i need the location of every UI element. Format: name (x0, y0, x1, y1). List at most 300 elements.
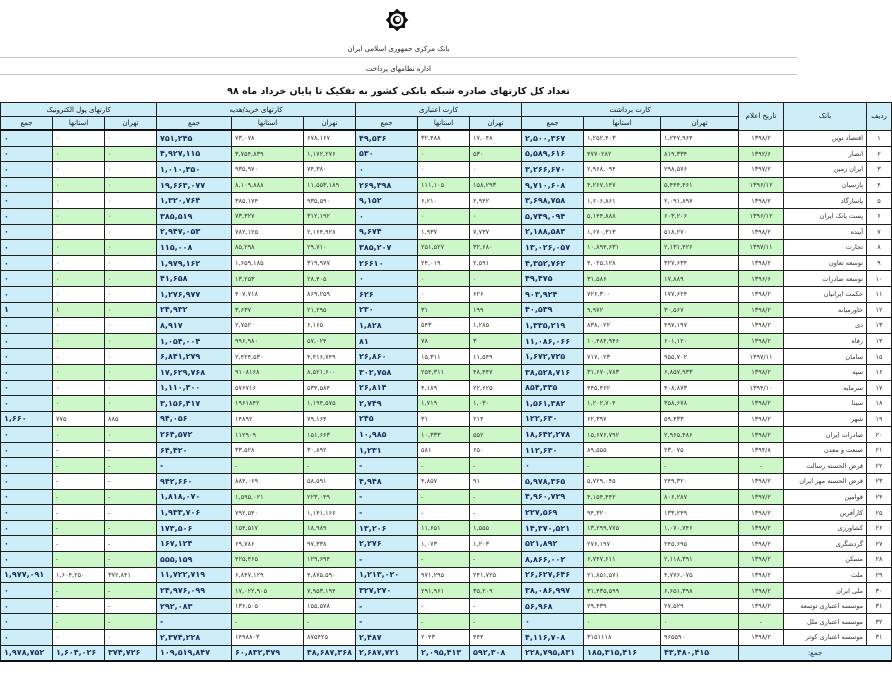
row-number: ۱۴ (867, 333, 892, 349)
bank-name: صنعت و معدن (784, 442, 867, 458)
credit-tehran-cell: ۰ (470, 162, 522, 178)
debit-tehran-cell: ۲۴۹,۳۲۰ (661, 474, 739, 490)
table-row (1, 411, 892, 427)
debit-provinces-cell: ۶,۷۴۷,۶۱۱ (584, 552, 661, 568)
emoney-tehran-cell: ۰ (105, 224, 157, 240)
emoney-tehran-cell: - (105, 536, 157, 552)
credit-provinces-cell: ۷۸ (418, 333, 470, 349)
row-number: ۲۱ (867, 442, 892, 458)
debit-tehran-cell: ۱,۲۴۷,۹۶۴ (661, 130, 739, 146)
emoney-total-cell: ۱,۹۷۷,۰۹۱ (1, 567, 53, 583)
gift-tehran-cell: ۳۱۲,۱۹۲ (304, 208, 356, 224)
debit-total-cell: ۳,۶۹۸,۷۵۸ (522, 193, 584, 209)
debit-total-cell: ۹,۷۱۰,۶۰۸ (522, 177, 584, 193)
gift-tehran-cell: ۲۸,۴۰۵ (304, 271, 356, 287)
credit-provinces-cell: ۴,۸۵۷ (418, 474, 470, 490)
gift-total-cell: ۱,۱۱۰,۳۰۰ (157, 380, 232, 396)
header-credit-tehran: تهران (470, 117, 522, 131)
emoney-total-cell: ۰ (1, 442, 53, 458)
emoney-provinces-cell: ۰ (53, 630, 105, 646)
table-row (1, 318, 892, 334)
credit-provinces-cell: ۳۱ (418, 411, 470, 427)
table-row (1, 302, 892, 318)
emoney-total-cell: ۰ (1, 146, 53, 162)
bank-name: موسسه اعتباری کوثر (784, 630, 867, 646)
debit-provinces-cell: ۴۷۷۰۲۸۲ (584, 146, 661, 162)
bank-name: گردشگری (784, 536, 867, 552)
credit-provinces-cell: ۵۴۳ (418, 318, 470, 334)
debit-provinces-cell: ۳۱۵۱۱۱۸ (584, 630, 661, 646)
debit-provinces-cell: ۲۹,۴۳۹ (584, 598, 661, 614)
debit-provinces-cell: ۱,۲۵۲,۴۰۳ (584, 130, 661, 146)
table-row (1, 583, 892, 599)
gift-tehran-cell: ۲۲۳,۰۴۹ (304, 489, 356, 505)
credit-total-cell: - (356, 552, 418, 568)
gift-provinces-cell: ۱,۵۹۵,۰۲۱ (232, 489, 304, 505)
row-number: ۱ (867, 130, 892, 146)
debit-total-cell: ۵,۹۷۸,۳۶۵ (522, 474, 584, 490)
total-gift-provinces: ۶۰,۸۳۲,۴۷۹ (232, 645, 304, 661)
table-row (1, 193, 892, 209)
total-emoney-total: ۱,۹۷۸,۷۵۲ (1, 645, 53, 661)
debit-tehran-cell: ۱,۰۷۰,۷۴۶ (661, 520, 739, 536)
gift-provinces-cell: ۱۳۶,۵۰۵ (232, 598, 304, 614)
gift-total-cell: - (157, 614, 232, 630)
emoney-provinces-cell: - (53, 442, 105, 458)
debit-provinces-cell: ۶۲,۳۹۷ (584, 411, 661, 427)
gift-tehran-cell: ۱۸,۹۸۹ (304, 520, 356, 536)
credit-provinces-cell: - (418, 614, 470, 630)
gift-provinces-cell: ۱۴۸۹۲ (232, 411, 304, 427)
table-row (1, 552, 892, 568)
row-number: ۲۴ (867, 489, 892, 505)
gift-tehran-cell: ۱,۱۴۱,۱۶۶ (304, 505, 356, 521)
bank-name: توسعه تعاون (784, 255, 867, 271)
bank-name: کشاورزی (784, 520, 867, 536)
bank-name: ایران زمین (784, 162, 867, 178)
credit-provinces-cell: ۱,۹۳۷ (418, 224, 470, 240)
debit-total-cell: ۳۸,۰۸۶,۹۹۷ (522, 583, 584, 599)
report-date: ۱۳۹۴/۸ (739, 442, 784, 458)
emoney-tehran-cell: ۰ (105, 333, 157, 349)
emoney-tehran-cell: - (105, 505, 157, 521)
gift-total-cell: ۲۴,۹۳۲ (157, 302, 232, 318)
credit-total-cell: ۲۴۵ (356, 411, 418, 427)
report-date: ۱۳۹۸/۲ (739, 318, 784, 334)
credit-provinces-cell: ۰ (418, 286, 470, 302)
debit-tehran-cell: ۱۳۳,۲۴۹ (661, 505, 739, 521)
debit-tehran-cell: ۶,۶۵۱,۳۹۸ (661, 583, 739, 599)
debit-provinces-cell: ۸۳۸,۰۲۲ (584, 318, 661, 334)
table-row (1, 427, 892, 443)
report-date: ۱۳۹۶/۱۲ (739, 208, 784, 224)
emoney-total-cell: ۰ (1, 255, 53, 271)
bank-name: دی (784, 318, 867, 334)
gift-provinces-cell: ۱۵۴,۵۱۷ (232, 520, 304, 536)
credit-tehran-cell: - (470, 552, 522, 568)
total-credit-provinces: ۲,۰۹۵,۴۱۳ (418, 645, 470, 661)
emoney-tehran-cell: ۰ (105, 318, 157, 334)
bank-name: سرمایه (784, 380, 867, 396)
table-row (1, 520, 892, 536)
bank-name: صادرات ایران (784, 427, 867, 443)
gift-total-cell: ۳۸۵,۵۱۹ (157, 208, 232, 224)
gift-provinces-cell: ۱,۶۵۹,۱۸۵ (232, 255, 304, 271)
credit-tehran-cell: ۱۵۸,۲۹۳ (470, 177, 522, 193)
gift-provinces-cell: ۵۷۶۷۱۶ (232, 380, 304, 396)
emoney-provinces-cell: ۰ (53, 177, 105, 193)
bank-name: کارآفرین (784, 505, 867, 521)
emoney-tehran-cell: ۰ (105, 396, 157, 412)
credit-tehran-cell: ۱,۵۵۵ (470, 520, 522, 536)
debit-tehran-cell: ۱۷,۸۸۹ (661, 271, 739, 287)
gift-total-cell: ۱,۲۷۶,۹۷۷ (157, 286, 232, 302)
gift-total-cell: ۱۷۳,۵۰۶ (157, 520, 232, 536)
gift-total-cell: ۲۴,۹۷۶,۰۹۹ (157, 583, 232, 599)
gift-total-cell: ۱۹,۶۶۳,۰۷۷ (157, 177, 232, 193)
row-number: ۱۳ (867, 318, 892, 334)
gift-total-cell: ۱۱,۷۲۲,۷۱۹ (157, 567, 232, 583)
emoney-total-cell: ۱ (1, 302, 53, 318)
debit-total-cell: ۴,۹۶۰,۷۲۹ (522, 489, 584, 505)
table-row (1, 333, 892, 349)
report-date: - (739, 614, 784, 630)
header-group-gift: کارتهای خرید/هدیه (157, 103, 356, 117)
debit-total-cell: ۱,۵۶۱,۳۸۲ (522, 396, 584, 412)
credit-provinces-cell: - (418, 505, 470, 521)
credit-provinces-cell: ۱۱,۶۵۱ (418, 520, 470, 536)
debit-total-cell: ۱۴,۳۷۰,۵۲۱ (522, 520, 584, 536)
credit-provinces-cell: ۳۱ (418, 302, 470, 318)
total-emoney-tehran: ۳۷۴,۷۲۶ (105, 645, 157, 661)
credit-provinces-cell: ۶,۲۱۰ (418, 193, 470, 209)
debit-provinces-cell: ۱۳,۲۹۹,۷۷۵ (584, 520, 661, 536)
emoney-provinces-cell: ۰ (53, 130, 105, 146)
row-number: ۲۷ (867, 536, 892, 552)
debit-tehran-cell: ۲,۱۱۸,۳۹۱ (661, 552, 739, 568)
gift-tehran-cell: ۹۷,۳۳۸ (304, 536, 356, 552)
bank-name: ملی ایران (784, 583, 867, 599)
bank-name: تجارت (784, 240, 867, 256)
header-emoney-total: جمع (1, 117, 53, 131)
credit-tehran-cell: - (470, 505, 522, 521)
gift-tehran-cell: ۱۵۵,۵۷۸ (304, 598, 356, 614)
gift-provinces-cell: ۹۹۶,۹۸۰ (232, 333, 304, 349)
credit-total-cell: ۲۶۶۱۰ (356, 255, 418, 271)
report-date: ۱۳۹۸/۲ (739, 536, 784, 552)
debit-tehran-cell: ۹۶۵۵۹۰ (661, 630, 739, 646)
debit-tehran-cell: ۴,۷۷۶,۰۷۵ (661, 567, 739, 583)
report-date: ۱۳۹۷/۱۱ (739, 240, 784, 256)
bank-name: انصار (784, 146, 867, 162)
emoney-total-cell: ۰ (1, 130, 53, 146)
divider (0, 74, 797, 75)
debit-tehran-cell: ۸۱۹,۳۳۴ (661, 146, 739, 162)
table-row (1, 598, 892, 614)
row-number: ۲۹ (867, 567, 892, 583)
total-credit-tehran: ۵۹۲,۳۰۸ (470, 645, 522, 661)
credit-total-cell: - (356, 598, 418, 614)
emoney-total-cell: ۰ (1, 271, 53, 287)
gift-tehran-cell: ۶۷۸,۱۶۷ (304, 130, 356, 146)
debit-provinces-cell: ۷۱۷,۰۲۳ (584, 349, 661, 365)
credit-tehran-cell: ۲۱۴ (470, 411, 522, 427)
bank-name: قرض الحسنه مهر ایران (784, 474, 867, 490)
credit-provinces-cell: ۲۹۱,۹۶۱ (418, 583, 470, 599)
gift-total-cell: ۱,۸۱۸,۰۷۰ (157, 489, 232, 505)
bank-name: سینا (784, 396, 867, 412)
totals-label: جمع: (739, 645, 892, 661)
report-date: ۱۳۹۸/۲ (739, 286, 784, 302)
debit-tehran-cell: ۲,۰۹۱,۸۹۷ (661, 193, 739, 209)
credit-tehran-cell: ۲۲,۶۲۵ (470, 380, 522, 396)
emoney-tehran-cell: ۰ (105, 130, 157, 146)
emoney-total-cell: ۰ (1, 536, 53, 552)
gift-tehran-cell: ۲,۱۶۴,۹۲۸ (304, 224, 356, 240)
row-number: ۵ (867, 193, 892, 209)
emoney-total-cell: ۰ (1, 193, 53, 209)
credit-provinces-cell: ۲۴,۰۱۹ (418, 255, 470, 271)
emoney-tehran-cell: ۰ (105, 271, 157, 287)
credit-total-cell: ۳۸۵,۲۰۷ (356, 240, 418, 256)
gift-tehran-cell: - (304, 614, 356, 630)
debit-tehran-cell: ۱۷۷,۶۲۴ (661, 286, 739, 302)
report-date: ۱۳۹۸/۲ (739, 411, 784, 427)
credit-total-cell: ۱۰,۹۸۵ (356, 427, 418, 443)
debit-provinces-cell: ۲۷۶,۱۹۷ (584, 536, 661, 552)
emoney-total-cell: ۰ (1, 318, 53, 334)
debit-provinces-cell: ۹,۹۷۲ (584, 302, 661, 318)
debit-tehran-cell: ۶,۸۵۷,۹۳۳ (661, 364, 739, 380)
credit-tehran-cell: ۴۴۴ (470, 630, 522, 646)
report-date: ۱۳۹۷/۱۱ (739, 349, 784, 365)
credit-tehran-cell: ۳۵,۲۰۹ (470, 583, 522, 599)
debit-provinces-cell: ۳۱,۵۸۶ (584, 271, 661, 287)
debit-total-cell: ۳۸,۵۲۸,۷۱۶ (522, 364, 584, 380)
header-debit-provinces: استانها (584, 117, 661, 131)
credit-total-cell: ۱,۲۱۳,۰۲۰ (356, 567, 418, 583)
emoney-provinces-cell: ۱,۶۰۴,۲۵۰ (53, 567, 105, 583)
gift-provinces-cell: - (232, 458, 304, 474)
header-row-number: ردیف (867, 103, 892, 131)
report-date: ۱۳۹۸/۲ (739, 224, 784, 240)
credit-total-cell: ۱۳,۲۰۶ (356, 520, 418, 536)
credit-total-cell: ۳۰۲,۷۵۸ (356, 364, 418, 380)
emoney-total-cell: ۰ (1, 630, 53, 646)
header-group-emoney: کارتهای پول الکترونیک (1, 103, 157, 117)
gift-provinces-cell: ۲,۴۲۴,۵۳۰ (232, 349, 304, 365)
emoney-provinces-cell: - (53, 536, 105, 552)
debit-total-cell: ۸,۸۶۶,۰۰۲ (522, 552, 584, 568)
emoney-tehran-cell: - (105, 520, 157, 536)
report-date: ۱۳۹۸/۲ (739, 567, 784, 583)
debit-tehran-cell: ۲۷,۵۲۹ (661, 598, 739, 614)
row-number: ۱۷ (867, 380, 892, 396)
row-number: ۱۹ (867, 411, 892, 427)
gift-tehran-cell: ۴,۸۷۵,۵۹۰ (304, 567, 356, 583)
table-row (1, 442, 892, 458)
report-date: ۱۳۹۷/۲ (739, 489, 784, 505)
emoney-provinces-cell: ۱ (53, 302, 105, 318)
emoney-provinces-cell: - (53, 458, 105, 474)
gift-tehran-cell: ۵۳۴,۵۸۴ (304, 380, 356, 396)
debit-total-cell: ۱۳,۰۲۶,۰۵۷ (522, 240, 584, 256)
emoney-provinces-cell: - (53, 520, 105, 536)
emoney-provinces-cell: ۰ (53, 427, 105, 443)
credit-tehran-cell: ۲۴۱,۷۲۵ (470, 567, 522, 583)
gift-total-cell: ۱,۹۳۳,۷۰۶ (157, 505, 232, 521)
credit-tehran-cell: ۶۵۰ (470, 442, 522, 458)
report-date: ۱۳۹۸/۲ (739, 630, 784, 646)
debit-tehran-cell: ۲۴۵,۶۹۵ (661, 536, 739, 552)
gift-tehran-cell: ۱,۱۹۴,۵۷۵ (304, 396, 356, 412)
bank-name: مسکن (784, 552, 867, 568)
gift-provinces-cell: ۷۹۲,۵۴۰ (232, 505, 304, 521)
debit-total-cell: ۹۰۳,۹۲۴ (522, 286, 584, 302)
total-gift-total: ۱۰۹,۵۱۹,۸۴۷ (157, 645, 232, 661)
debit-total-cell: ۵,۵۸۹,۶۱۶ (522, 146, 584, 162)
emoney-provinces-cell: - (53, 505, 105, 521)
emoney-total-cell: ۰ (1, 208, 53, 224)
debit-provinces-cell: ۷۲۶,۳۰۰ (584, 286, 661, 302)
report-date: ۱۳۹۸/۲ (739, 520, 784, 536)
credit-provinces-cell: ۰ (418, 271, 470, 287)
debit-total-cell: ۲۶,۶۲۷,۶۴۶ (522, 567, 584, 583)
report-date: ۱۳۹۸/۲ (739, 552, 784, 568)
emoney-total-cell: ۰ (1, 552, 53, 568)
row-number: ۲۰ (867, 427, 892, 443)
credit-tehran-cell: ۷,۷۳۷ (470, 224, 522, 240)
credit-provinces-cell: ۵۸۱ (418, 442, 470, 458)
credit-provinces-cell: - (418, 458, 470, 474)
gift-tehran-cell: ۲۱,۲۹۵ (304, 302, 356, 318)
emoney-tehran-cell: ۰ (105, 349, 157, 365)
gift-provinces-cell: ۳۳,۵۲۸ (232, 442, 304, 458)
credit-provinces-cell: ۱۱۱,۱۰۵ (418, 177, 470, 193)
credit-total-cell: ۴۹,۵۳۶ (356, 130, 418, 146)
debit-total-cell: ۱۱۲,۶۳۰ (522, 442, 584, 458)
report-date: ۱۳۹۷/۲ (739, 162, 784, 178)
credit-total-cell: ۲۶,۸۶۰ (356, 349, 418, 365)
debit-tehran-cell: ۵۱۸,۲۷۰ (661, 224, 739, 240)
table-row (1, 208, 892, 224)
debit-total-cell: ۱۸,۶۴۲,۲۷۸ (522, 427, 584, 443)
emoney-provinces-cell: ۰ (53, 271, 105, 287)
emoney-tehran-cell: ۰ (105, 302, 157, 318)
row-number: ۱۰ (867, 271, 892, 287)
bank-name: پارسیان (784, 177, 867, 193)
debit-total-cell: ۳,۲۶۶,۶۷۰ (522, 162, 584, 178)
report-date: ۱۳۹۸/۲ (739, 193, 784, 209)
report-date: ۱۳۹۸/۲ (739, 130, 784, 146)
total-credit-total: ۲,۶۸۷,۷۲۱ (356, 645, 418, 661)
emoney-provinces-cell: ۰ (53, 255, 105, 271)
credit-total-cell: ۸۱ (356, 333, 418, 349)
header-gift-total: جمع (157, 117, 232, 131)
gift-tehran-cell: ۶,۱۶۵ (304, 318, 356, 334)
credit-tehran-cell: ۹۱ (470, 474, 522, 490)
gift-total-cell: ۹۴,۰۵۶ (157, 411, 232, 427)
credit-tehran-cell: - (470, 489, 522, 505)
debit-provinces-cell: ۱,۶۷۰,۳۱۳ (584, 224, 661, 240)
gift-provinces-cell: ۴۰۷,۷۱۸ (232, 286, 304, 302)
gift-tehran-cell: ۷,۹۵۳,۱۹۴ (304, 583, 356, 599)
row-number: ۳۲ (867, 614, 892, 630)
credit-total-cell: ۴,۹۴۸ (356, 474, 418, 490)
emoney-tehran-cell: ۰ (105, 427, 157, 443)
emoney-provinces-cell: ۰ (53, 364, 105, 380)
gift-total-cell: ۱,۰۵۴,۰۰۴ (157, 333, 232, 349)
report-date: ۱۳۹۴/۱۰ (739, 380, 784, 396)
gift-total-cell: ۲,۳۷۴,۲۲۸ (157, 630, 232, 646)
table-row (1, 224, 892, 240)
row-number: ۱۱ (867, 286, 892, 302)
debit-tehran-cell: ۹۵۵,۷۰۲ (661, 349, 739, 365)
debit-provinces-cell: ۴,۱۵۴,۴۴۲ (584, 489, 661, 505)
emoney-tehran-cell: ۰ (105, 240, 157, 256)
report-date: ۱۳۹۸/۲ (739, 333, 784, 349)
credit-tehran-cell: ۳۲,۶۸۰ (470, 240, 522, 256)
debit-tehran-cell: ۵۹,۴۳۳ (661, 411, 739, 427)
row-number: ۶ (867, 208, 892, 224)
bank-name: شهر (784, 411, 867, 427)
debit-tehran-cell: ۲,۹۶۵,۴۸۶ (661, 427, 739, 443)
debit-provinces-cell: ۱۵,۶۷۶,۷۹۲ (584, 427, 661, 443)
credit-tehran-cell: ۵۵۲ (470, 427, 522, 443)
debit-tehran-cell: ۶۰۱,۱۲۰ (661, 333, 739, 349)
credit-tehran-cell: - (470, 458, 522, 474)
table-row (1, 240, 892, 256)
debit-total-cell: ۱,۳۳۵,۲۱۹ (522, 318, 584, 334)
emoney-total-cell: ۰ (1, 427, 53, 443)
debit-total-cell: ۰ (522, 614, 584, 630)
gift-tehran-cell: ۱۱,۵۵۳,۱۸۹ (304, 177, 356, 193)
table-row (1, 349, 892, 365)
debit-total-cell: ۴۹,۴۷۵ (522, 271, 584, 287)
divider (0, 57, 797, 58)
emoney-tehran-cell: - (105, 583, 157, 599)
report-date: ۱۳۹۸/۲ (739, 396, 784, 412)
row-number: ۲۸ (867, 552, 892, 568)
emoney-total-cell: ۰ (1, 380, 53, 396)
credit-total-cell: ۲۶,۸۱۴ (356, 380, 418, 396)
row-number: ۷ (867, 224, 892, 240)
bank-name: سپه (784, 364, 867, 380)
credit-tehran-cell: ۱,۲۸۵ (470, 318, 522, 334)
emoney-provinces-cell: ۰ (53, 240, 105, 256)
credit-provinces-cell: - (418, 598, 470, 614)
report-date: ۱۳۹۶/۱۲ (739, 177, 784, 193)
debit-provinces-cell: ۱۰,۸۹۴,۶۳۱ (584, 240, 661, 256)
gift-tehran-cell: ۲۹,۷۱۰ (304, 240, 356, 256)
emoney-provinces-cell: ۰ (53, 193, 105, 209)
credit-total-cell: ۲,۷۴۹ (356, 396, 418, 412)
table-row (1, 396, 892, 412)
row-number: ۱۶ (867, 364, 892, 380)
emoney-provinces-cell: - (53, 552, 105, 568)
credit-total-cell: ۲۳۰ (356, 302, 418, 318)
bank-name: قوامین (784, 489, 867, 505)
credit-provinces-cell: ۴,۱۸۹ (418, 380, 470, 396)
emoney-provinces-cell: ۰ (53, 396, 105, 412)
gift-provinces-cell: ۶۹,۷۸۶ (232, 536, 304, 552)
gift-provinces-cell: ۹۱۰۸۱۶۸ (232, 364, 304, 380)
gift-total-cell: ۷۵۱,۲۴۵ (157, 130, 232, 146)
debit-tehran-cell: ۴۰۸,۸۷۳ (661, 380, 739, 396)
gift-total-cell: ۲,۹۴۷,۰۵۳ (157, 224, 232, 240)
credit-tehran-cell: ۲,۵۹۱ (470, 255, 522, 271)
debit-total-cell: ۱۱,۰۸۶,۰۶۶ (522, 333, 584, 349)
